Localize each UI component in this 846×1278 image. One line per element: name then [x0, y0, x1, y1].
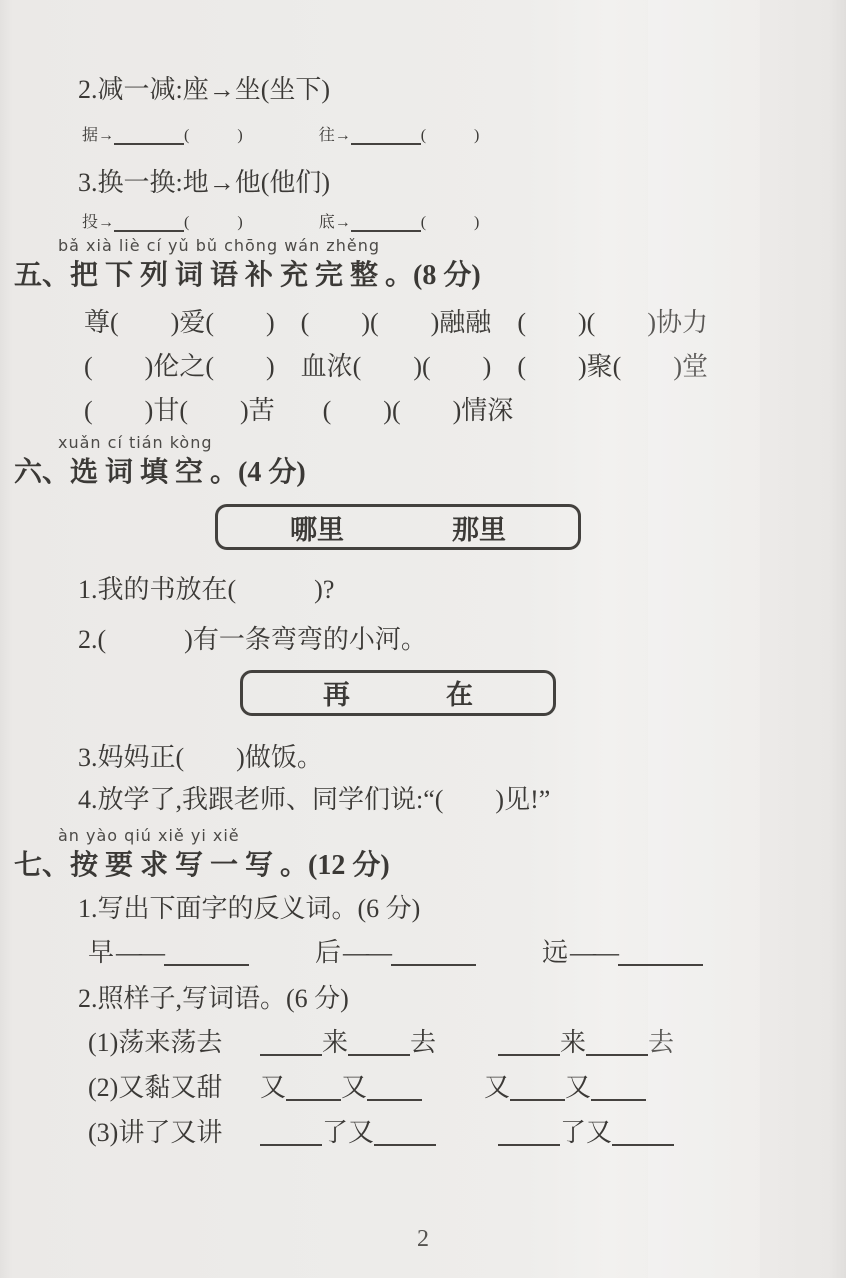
- pattern-blank-set: [260, 1070, 422, 1106]
- answer-blank: [260, 1042, 322, 1056]
- answer-blank: [114, 131, 184, 145]
- pattern-blank-set: [484, 1070, 646, 1106]
- pattern-text: 又: [260, 1072, 287, 1102]
- fill-row-1: [84, 305, 708, 341]
- sub2-pattern-title: 2.照样子,写词语。(6 分): [78, 983, 349, 1013]
- item-3-swap-title: 3.换一换:地→他(他们): [78, 167, 331, 197]
- pattern-example: (1)荡来荡去: [88, 1027, 223, 1057]
- antonym-char: 早: [88, 938, 115, 968]
- answer-blank: [510, 1087, 565, 1101]
- paren-group: ( ): [184, 126, 243, 144]
- fill-row-2: [84, 349, 708, 385]
- fill-row-3: [84, 393, 846, 429]
- fill-cell: 血浓( )( ): [300, 352, 492, 382]
- answer-blank: [586, 1042, 648, 1056]
- sentence-1: 1.我的书放在( )?: [78, 575, 335, 605]
- pattern-text: 又: [565, 1072, 592, 1102]
- answer-blank: [260, 1132, 322, 1146]
- answer-blank: [114, 218, 184, 232]
- pattern-blank-set: [260, 1115, 436, 1151]
- antonym-pair-yuan: [542, 935, 703, 971]
- word-option-zai-at: 在: [446, 680, 473, 711]
- section-7-title: 七、按 要 求 写 一 写 。(12 分): [14, 849, 390, 881]
- pattern-text: 了又: [560, 1117, 613, 1147]
- pattern-row-2: [88, 1070, 846, 1106]
- word-choice-box-1: [215, 504, 581, 550]
- pattern-text: 又: [341, 1072, 368, 1102]
- antonym-dash: ——: [343, 938, 390, 968]
- fill-cell: ( )( )情深: [322, 395, 514, 425]
- word-choice-box-2: [240, 670, 556, 716]
- paren-group: ( ): [420, 213, 480, 231]
- pattern-text: 了又: [322, 1117, 375, 1147]
- fill-cell: ( )伦之( ): [84, 352, 275, 382]
- antonym-dash: ——: [570, 938, 617, 968]
- answer-blank: [374, 1132, 436, 1146]
- section-6-pinyin: xuǎn cí tián kòng: [58, 432, 213, 452]
- conversion-head: 投→: [82, 213, 115, 231]
- conversion-ju: [82, 122, 243, 145]
- pattern-text: 来: [560, 1027, 587, 1057]
- section-5-title: 五、把 下 列 词 语 补 充 完 整 。(8 分): [14, 259, 481, 291]
- item-2-subtract-title: 2.减一减:座→坐(坐下): [78, 75, 331, 104]
- answer-blank: [498, 1042, 560, 1056]
- pattern-blank-set: [498, 1115, 674, 1151]
- fill-cell: ( )( )融融: [300, 308, 492, 338]
- word-option-nali-where: 哪里: [290, 514, 344, 545]
- page-number: 2: [417, 1226, 429, 1252]
- fill-cell: ( )( )协力: [517, 308, 708, 338]
- section-7-pinyin: àn yào qiú xiě yi xiě: [58, 825, 240, 845]
- conversion-row-2: [82, 209, 846, 232]
- sentence-3: 3.妈妈正( )做饭。: [78, 742, 323, 772]
- pattern-example: (3)讲了又讲: [88, 1117, 223, 1147]
- pattern-row-1: [88, 1025, 846, 1061]
- answer-blank: [351, 131, 421, 145]
- conversion-row-1: [82, 122, 846, 145]
- word-option-zai-again: 再: [323, 680, 350, 711]
- section-6-title: 六、选 词 填 空 。(4 分): [14, 456, 306, 488]
- antonym-char: 远: [542, 938, 569, 968]
- pattern-blank-set: [260, 1025, 436, 1061]
- conversion-di: [319, 209, 480, 232]
- fill-cell: 尊( )爱( ): [84, 308, 275, 338]
- section-5-pinyin: bǎ xià liè cí yǔ bǔ chōng wán zhěng: [58, 235, 380, 255]
- pattern-text: 去: [648, 1027, 675, 1057]
- answer-blank: [164, 952, 249, 966]
- conversion-wang: [319, 122, 480, 145]
- answer-blank: [498, 1132, 560, 1146]
- sentence-2: 2.( )有一条弯弯的小河。: [78, 625, 427, 655]
- answer-blank: [351, 218, 421, 232]
- paren-group: ( ): [420, 126, 480, 144]
- conversion-tou: [82, 209, 243, 232]
- antonym-row: [88, 935, 846, 971]
- word-option-nali-there: 那里: [452, 514, 506, 545]
- answer-blank: [591, 1087, 646, 1101]
- antonym-char: 后: [315, 938, 342, 968]
- antonym-pair-hou: [315, 935, 476, 971]
- sentence-4: 4.放学了,我跟老师、同学们说:“( )见!”: [78, 784, 551, 814]
- answer-blank: [612, 1132, 674, 1146]
- answer-blank: [618, 952, 703, 966]
- antonym-dash: ——: [116, 938, 163, 968]
- pattern-text: 又: [484, 1072, 511, 1102]
- antonym-pair-zao: [88, 935, 249, 971]
- conversion-head: 据→: [82, 126, 115, 144]
- answer-blank: [367, 1087, 422, 1101]
- fill-cell: ( )甘( )苦: [84, 395, 275, 425]
- pattern-text: 去: [410, 1027, 437, 1057]
- answer-blank: [391, 952, 476, 966]
- sub1-antonym-title: 1.写出下面字的反义词。(6 分): [78, 894, 421, 924]
- fill-cell: ( )聚( )堂: [517, 352, 708, 382]
- pattern-row-3: [88, 1115, 846, 1151]
- answer-blank: [348, 1042, 410, 1056]
- pattern-blank-set: [498, 1025, 674, 1061]
- conversion-head: 往→: [318, 126, 351, 144]
- pattern-text: 来: [322, 1027, 349, 1057]
- pattern-example: (2)又黏又甜: [88, 1072, 223, 1102]
- conversion-head: 底→: [318, 213, 351, 231]
- paren-group: ( ): [184, 213, 243, 231]
- answer-blank: [286, 1087, 341, 1101]
